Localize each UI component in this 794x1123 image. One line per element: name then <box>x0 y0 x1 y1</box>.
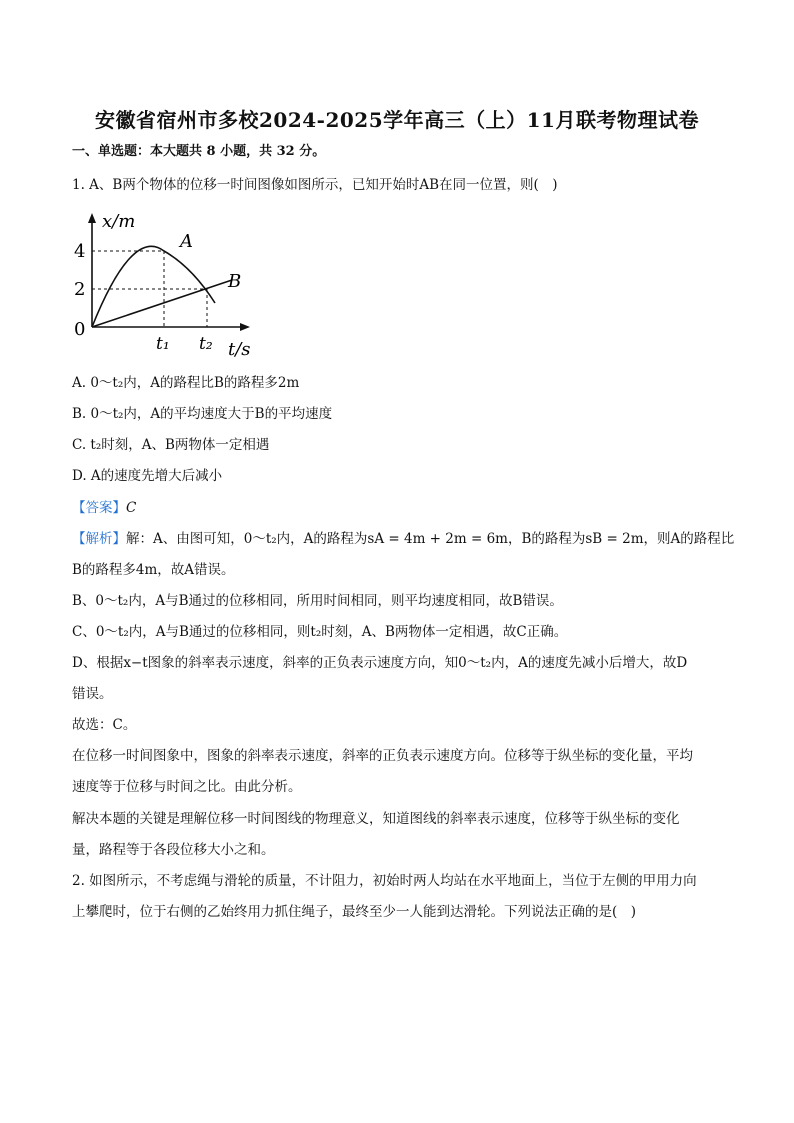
line-b <box>92 280 232 327</box>
section-heading: 一、单选题：本大题共 8 小题，共 32 分。 <box>72 144 326 159</box>
x-tick-t2: t₂ <box>199 334 213 354</box>
x-axis-arrow <box>240 323 250 331</box>
y-tick-2: 2 <box>74 279 86 300</box>
x-axis-label: t/s <box>228 339 251 360</box>
line-b-label: B <box>228 271 242 292</box>
analysis-line-4: C、0～t₂内，A与B通过的位移相同，则t₂时刻，A、B两物体一定相遇，故C正确。 <box>72 624 568 640</box>
y-axis-label: x/m <box>102 211 136 232</box>
analysis-line-1 <box>72 529 734 549</box>
page-title: 安徽省宿州市多校2024-2025学年高三（上）11月联考物理试卷 <box>95 108 699 132</box>
option-d: D. A的速度先增大后减小 <box>72 468 223 484</box>
displacement-time-graph <box>72 205 272 365</box>
y-axis-arrow <box>88 213 96 223</box>
curve-a-label: A <box>180 231 193 252</box>
answer-tag: 【答案】 <box>72 500 126 516</box>
x-tick-t1: t₁ <box>156 334 170 354</box>
analysis-line-11: 量，路程等于各段位移大小之和。 <box>72 842 275 858</box>
option-c: C. t₂时刻，A、B两物体一定相遇 <box>72 437 270 453</box>
analysis-tag: 【解析】 <box>72 531 126 547</box>
analysis-line-8: 在位移一时间图象中，图象的斜率表示速度，斜率的正负表示速度方向。位移等于纵坐标的变化量，平均 <box>72 748 693 764</box>
option-a: A. 0～t₂内，A的路程比B的路程多2m <box>72 375 300 391</box>
question-1-stem: 1. A、B两个物体的位移一时间图像如图所示，已知开始时AB在同一位置，则( ) <box>72 177 558 193</box>
question-1-graph <box>72 205 272 369</box>
answer-line <box>72 498 136 518</box>
question-2-stem-line-1: 2. 如图所示，不考虑绳与滑轮的质量，不计阻力，初始时两人均站在水平地面上，当位于左侧的甲用力向 <box>72 873 697 889</box>
analysis-line-5: D、根据x−t图象的斜率表示速度，斜率的正负表示速度方向，知0～t₂内，A的速度先减小后增大，故D <box>72 655 688 671</box>
answer-value: C <box>126 500 137 516</box>
analysis-line-9: 速度等于位移与时间之比。由此分析。 <box>72 779 302 795</box>
curve-a <box>92 246 215 327</box>
analysis-line-7: 故选：C。 <box>72 717 137 733</box>
question-2-stem-line-2: 上攀爬时，位于右侧的乙始终用力抓住绳子，最终至少一人能到达滑轮。下列说法正确的是( ) <box>72 904 637 920</box>
option-b: B. 0～t₂内，A的平均速度大于B的平均速度 <box>72 406 333 422</box>
analysis-line-3: B、0～t₂内，A与B通过的位移相同，所用时间相同，则平均速度相同，故B错误。 <box>72 593 563 609</box>
y-tick-0: 0 <box>74 319 86 340</box>
analysis-line-10: 解决本题的关键是理解位移一时间图线的物理意义，知道图线的斜率表示速度，位移等于纵坐标的变化 <box>72 811 680 827</box>
analysis-line-2: B的路程多4m，故A错误。 <box>72 562 235 578</box>
analysis-line-6: 错误。 <box>72 686 113 702</box>
analysis-text-1: 解：A、由图可知，0～t₂内，A的路程为sA = 4m + 2m = 6m，B的路程为sB = 2m，则A的路程比 <box>126 531 735 547</box>
y-tick-4: 4 <box>74 241 86 262</box>
